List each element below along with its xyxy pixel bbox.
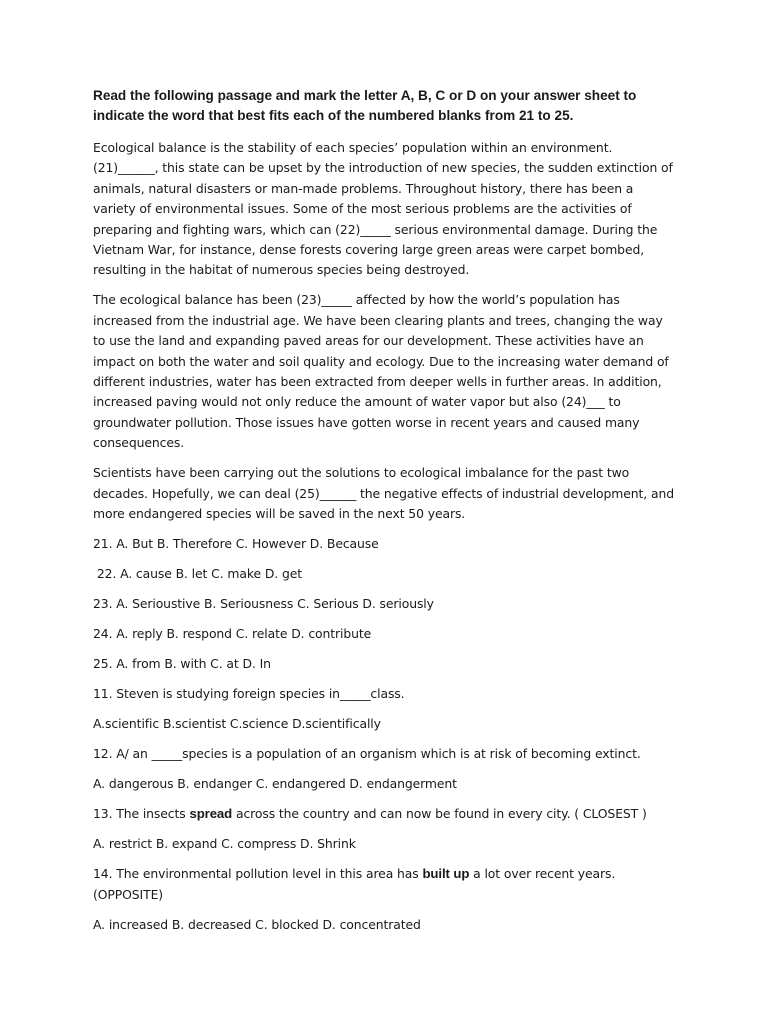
question-25: 25. A. from B. with C. at D. In	[93, 656, 271, 672]
question-14-suffix: a lot over recent years. (OPPOSITE)	[93, 866, 620, 902]
question-13-prefix: 13. The insects	[93, 806, 190, 822]
question-23: 23. A. Serioustive B. Seriousness C. Serious D. seriously	[93, 596, 434, 612]
question-24: 24. A. reply B. respond C. relate D. contribute	[93, 626, 372, 642]
document-page	[93, 86, 678, 945]
question-12-options: A. dangerous B. endanger C. endangered D. endangerment	[93, 776, 457, 792]
instructions-heading: Read the following passage and mark the letter A, B, C or D on your answer sheet to indicate the word that best fits each of the numbered blanks from 21 to 25.	[93, 88, 637, 123]
question-22: 22. A. cause B. let C. make D. get	[93, 566, 302, 582]
question-11: 11. Steven is studying foreign species in_____class.	[93, 686, 405, 702]
question-14-prefix: 14. The environmental pollution level in this area has	[93, 866, 423, 882]
question-13-keyword: spread	[189, 806, 233, 822]
passage-paragraph-3: Scientists have been carrying out the solutions to ecological imbalance for the past two decades. Hopefully, we can deal (25)______ the negative effects of industrial development, and more endangered species will be saved in the next 50 years.	[93, 465, 674, 522]
question-13	[93, 804, 678, 824]
question-14-options: A. increased B. decreased C. blocked D. concentrated	[93, 916, 421, 932]
question-12: 12. A/ an _____species is a population of an organism which is at risk of becoming extinct.	[93, 746, 641, 762]
question-14	[93, 864, 678, 905]
question-13-options: A. restrict B. expand C. compress D. Shrink	[93, 836, 356, 852]
question-14-keyword: built up	[422, 866, 470, 882]
question-13-suffix: across the country and can now be found in every city. ( CLOSEST )	[232, 806, 647, 822]
question-11-options: A.scientific B.scientist C.science D.scientifically	[93, 716, 381, 732]
passage-paragraph-1: Ecological balance is the stability of each species’ population within an environment. (21)______, this state can be upset by the introduction of new species, the sudden extinction of animals, natural disasters or man-made problems. Throughout history, there has been a variety of environmental issues. Some of the most serious problems are the activities of preparing and fighting wars, which can (22)_____ serious environmental damage. During the Vietnam War, for instance, dense forests covering large green areas were carpet bombed, resulting in the habitat of numerous species being destroyed.	[93, 140, 673, 278]
passage-paragraph-2: The ecological balance has been (23)_____ affected by how the world’s population has increased from the industrial age. We have been clearing plants and trees, changing the way to use the land and expanding paved areas for our development. These activities have an impact on both the water and soil quality and ecology. Due to the increasing water demand of different industries, water has been extracted from deeper wells in further areas. In addition, increased paving would not only reduce the amount of water vapor but also (24)___ to groundwater pollution. Those issues have gotten worse in recent years and caused many consequences.	[93, 292, 669, 451]
question-21: 21. A. But B. Therefore C. However D. Because	[93, 536, 379, 552]
